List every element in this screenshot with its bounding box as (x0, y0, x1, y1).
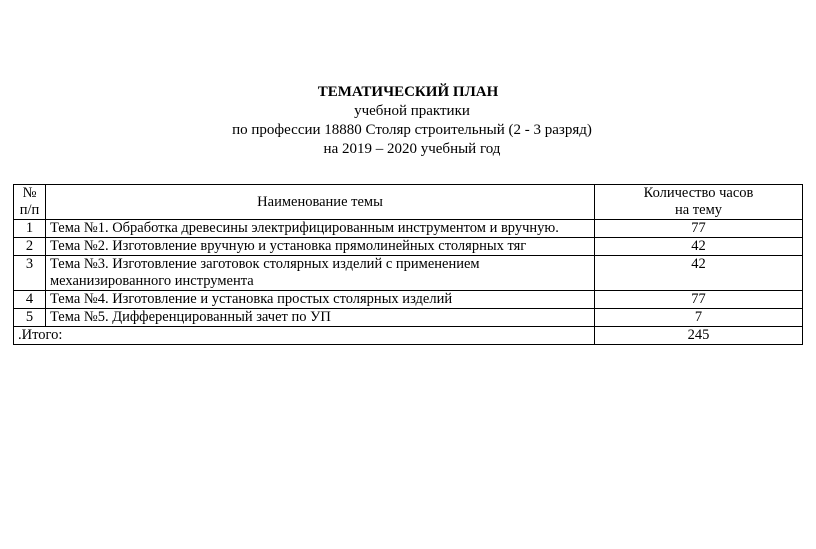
row-number: 2 (14, 238, 46, 256)
row-hours: 77 (595, 291, 803, 309)
subtitle-year: на 2019 – 2020 учебный год (323, 141, 501, 157)
row-hours: 42 (595, 256, 803, 291)
row-number: 5 (14, 309, 46, 327)
row-number: 3 (14, 256, 46, 291)
document-header (0, 83, 816, 159)
column-header-number (14, 185, 46, 220)
row-number: 1 (14, 220, 46, 238)
table-header-row (14, 185, 803, 220)
document-title: ТЕМАТИЧЕСКИЙ ПЛАН (317, 84, 499, 100)
table-row (14, 256, 803, 291)
table-total-row (14, 327, 803, 345)
row-topic: Тема №4. Изготовление и установка простых столярных изделий (46, 291, 595, 309)
column-header-hours-line2: на тему (674, 202, 723, 218)
row-hours: 42 (595, 238, 803, 256)
column-header-topic: Наименование темы (46, 185, 595, 220)
table-row (14, 220, 803, 238)
total-hours: 245 (595, 327, 803, 345)
column-header-number-line1: № (22, 185, 37, 201)
row-topic: Тема №3. Изготовление заготовок столярных изделий с применением механизированного инструмента (46, 256, 595, 291)
row-number: 4 (14, 291, 46, 309)
row-hours: 7 (595, 309, 803, 327)
table-row (14, 291, 803, 309)
row-topic: Тема №2. Изготовление вручную и установка прямолинейных столярных тяг (46, 238, 595, 256)
thematic-plan-table (13, 184, 803, 345)
total-label: .Итого: (14, 327, 595, 345)
column-header-hours-line1: Количество часов (643, 185, 754, 201)
table-row (14, 309, 803, 327)
column-header-hours (595, 185, 803, 220)
subtitle-profession: по профессии 18880 Столяр строительный (2 - 3 разряд) (232, 122, 592, 138)
row-topic: Тема №5. Дифференцированный зачет по УП (46, 309, 595, 327)
column-header-number-line2: п/п (19, 202, 40, 218)
subtitle-practice: учебной практики (354, 103, 470, 119)
table-row (14, 238, 803, 256)
row-hours: 77 (595, 220, 803, 238)
row-topic: Тема №1. Обработка древесины электрифицированным инструментом и вручную. (46, 220, 595, 238)
